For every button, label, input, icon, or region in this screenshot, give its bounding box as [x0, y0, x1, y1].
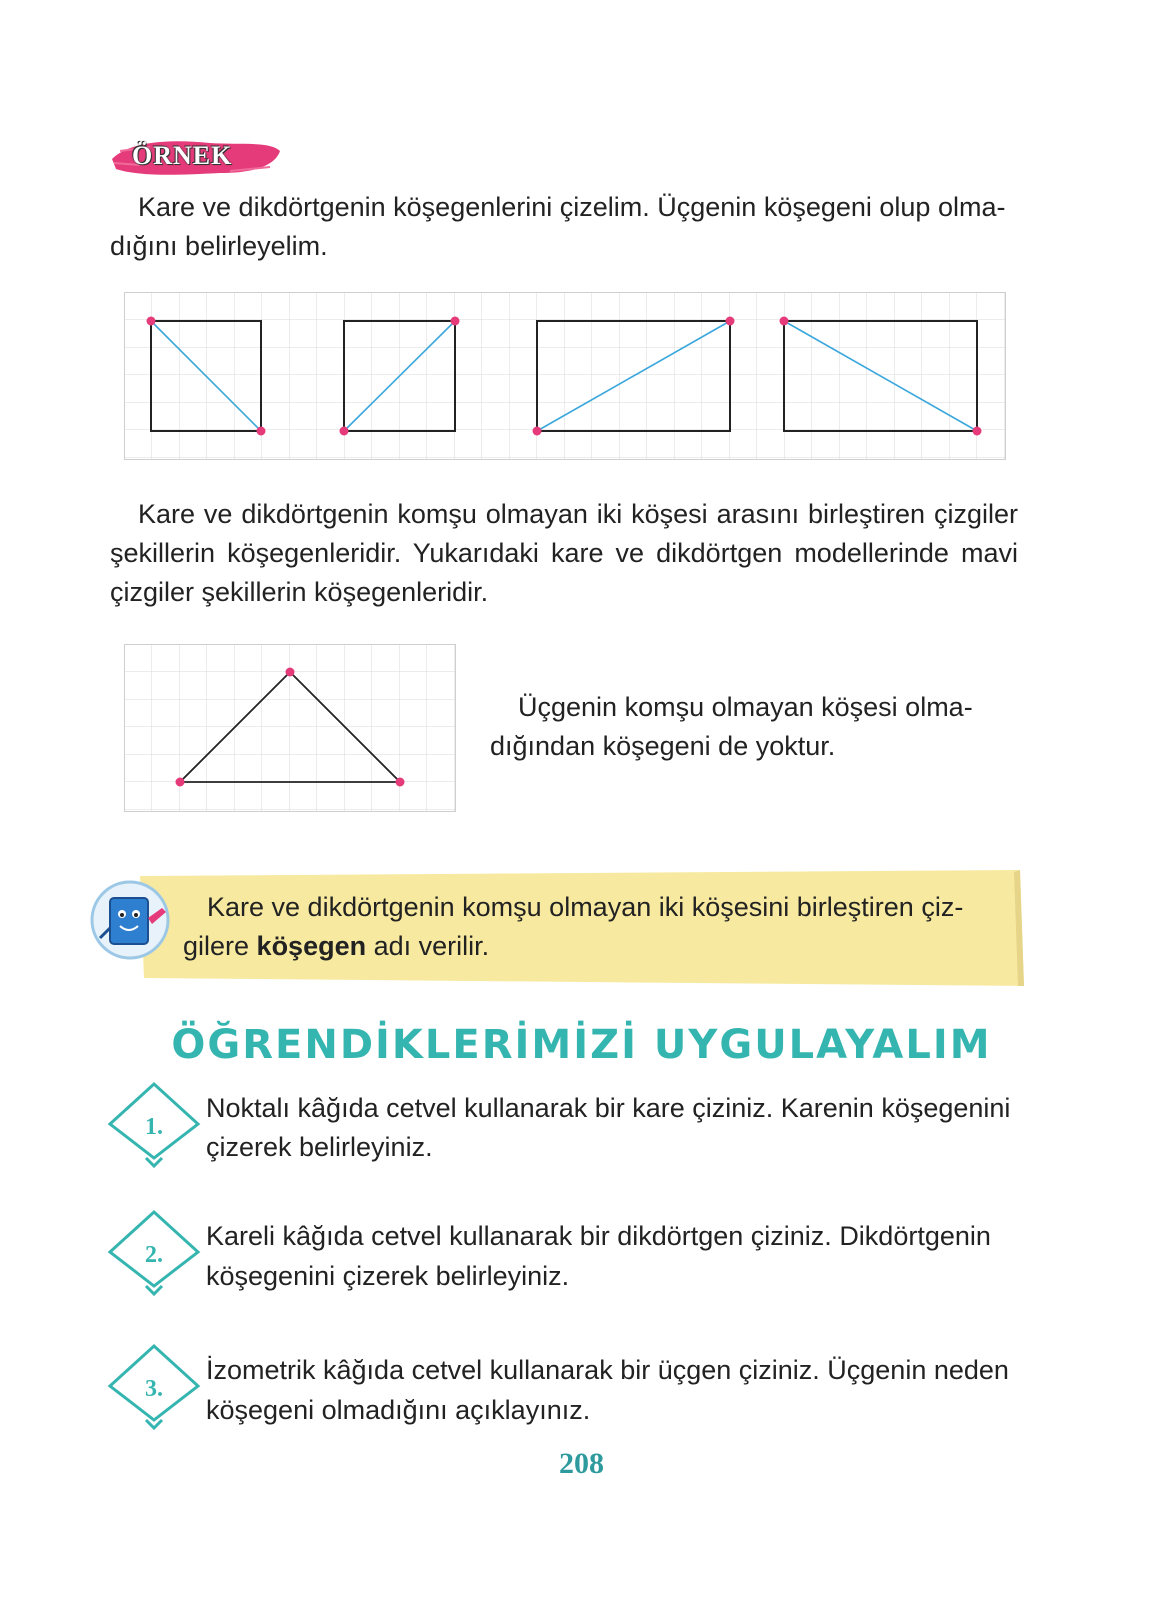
- task-1-line-1: Noktalı kâğıda cetvel kullanarak bir kare çiziniz. Karenin köşegenini: [206, 1093, 1011, 1123]
- intro-line-2: dığını belirleyelim.: [110, 231, 328, 261]
- book-mascot-icon: [90, 878, 180, 968]
- task-1-number: 1.: [145, 1114, 163, 1140]
- task-2-line-1: Kareli kâğıda cetvel kullanarak bir dikdörtgen çiziniz. Dikdörtgenin: [206, 1221, 991, 1251]
- info-text: [183, 888, 1001, 966]
- triangle-note-line-2: dığından köşegeni de yoktur.: [490, 731, 836, 761]
- example-label: ÖRNEK: [132, 141, 233, 170]
- info-line-2-end: adı verilir.: [366, 931, 490, 961]
- task-3-badge: [106, 1342, 206, 1432]
- info-line-2-start: gilere: [183, 931, 257, 961]
- task-3-line-2: köşegeni olmadığını açıklayınız.: [206, 1395, 591, 1425]
- intro-line-1: Kare ve dikdörtgenin köşegenlerini çizelim. Üçgenin köşegeni olup olma-: [138, 192, 1006, 222]
- explanation-paragraph: Kare ve dikdörtgenin komşu olmayan iki köşesi arasını birleştiren çizgiler şekillerin köşegenleridir. Yukarıdaki kare ve dikdörtgen modellerinde mavi çizgiler şekillerin köşegenleridir.: [110, 499, 1018, 607]
- triangle-grid-figure: [124, 644, 456, 812]
- task-3-number: 3.: [145, 1376, 163, 1402]
- section-title: ÖĞRENDİKLERİMİZİ UYGULAYALIM: [171, 1022, 992, 1068]
- page-number: 208: [559, 1447, 604, 1480]
- task-2-line-2: köşegenini çizerek belirleyiniz.: [206, 1261, 570, 1291]
- task-2-number: 2.: [145, 1242, 163, 1268]
- example-badge: [110, 133, 282, 179]
- info-line-2: [183, 927, 1001, 966]
- task-2-badge: [106, 1208, 206, 1298]
- info-line-1: Kare ve dikdörtgenin komşu olmayan iki köşesini birleştiren çiz-: [207, 892, 964, 922]
- task-3-line-1: İzometrik kâğıda cetvel kullanarak bir üçgen çiziniz. Üçgenin neden: [206, 1355, 1009, 1385]
- task-1-badge: [106, 1080, 206, 1170]
- info-bold-term: köşegen: [256, 931, 367, 961]
- task-1-line-2: çizerek belirleyiniz.: [206, 1132, 433, 1162]
- diagonals-grid-figure: [124, 292, 1006, 460]
- triangle-note-line-1: Üçgenin komşu olmayan köşesi olma-: [518, 692, 973, 722]
